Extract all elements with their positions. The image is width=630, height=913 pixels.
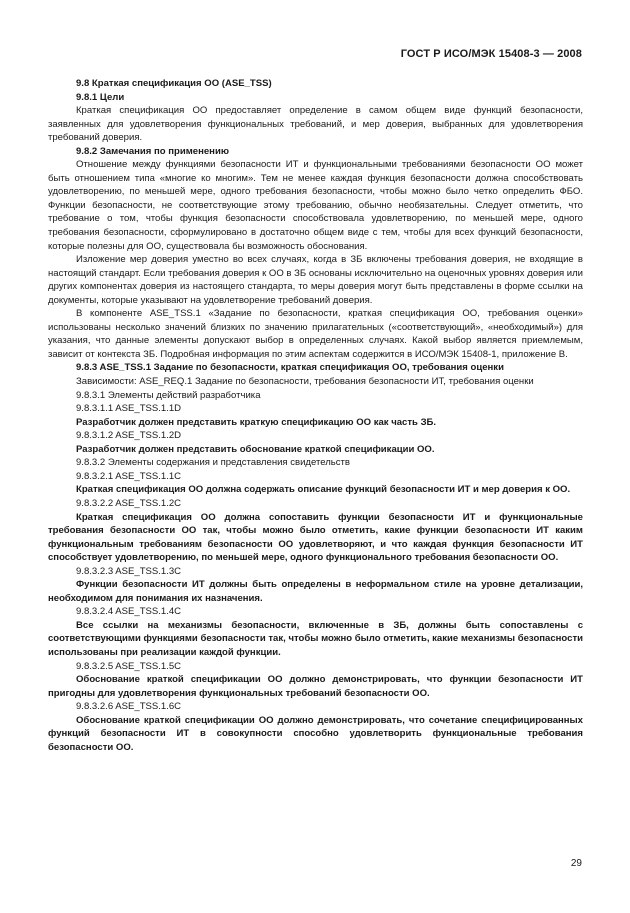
body-paragraph: В компоненте ASE_TSS.1 «Задание по безопасности, краткая спецификация ОО, требования оценки» использованы несколько значений близких по значению прилагательных («соответствующий», «необходимый») для указания, что данные элементы допускают выбор в определенных случаях. Какой выбор является приемлемым, зависит от контекста ЗБ. Подробная информация по этим аспектам содержится в ИСО/МЭК 15408-1, приложение В.: [48, 308, 583, 360]
element-id: 9.8.3.2.4 ASE_TSS.1.4C: [76, 606, 182, 618]
body-paragraph: Изложение мер доверия уместно во всех случаях, когда в ЗБ включены требования доверия, не входящие в настоящий стандарт. Если требования доверия к ОО в ЗБ основаны исключительно на оценочных уровнях доверия или других компонентах доверия из настоящего стандарта, то меры доверия могут быть представлены в форме ссылки на документы, которые указывают на удовлетворение требований доверия.: [48, 254, 583, 306]
element-id: 9.8.3.2.5 ASE_TSS.1.5C: [76, 660, 182, 672]
element-id: 9.8.3.1.1 ASE_TSS.1.1D: [76, 403, 182, 415]
dependencies-line: Зависимости: ASE_REQ.1 Задание по безопасности, требования безопасности ИТ, требования оценки: [76, 376, 534, 388]
element-id: 9.8.3.2.1 ASE_TSS.1.1C: [76, 470, 182, 482]
requirement-text: Краткая спецификация ОО должна сопоставить функции безопасности ИТ и функциональные требования безопасности ОО так, чтобы можно было отметить, какие функции безопасности ИТ каким функциональным требованиям безопасности ОО удовлетворяют, и что каждая функция безопасности ИТ способствует удовлетворению, по меньшей мере, одного функционального требования безопасности ОО.: [48, 511, 583, 564]
requirement-text: Разработчик должен представить обоснование краткой спецификации ОО.: [76, 443, 435, 455]
requirement-text: Краткая спецификация ОО должна содержать описание функций безопасности ИТ и мер доверия к ОО.: [76, 484, 571, 496]
element-id: 9.8.3.1.2 ASE_TSS.1.2D: [76, 430, 182, 442]
body-paragraph: Отношение между функциями безопасности ИТ и функциональными требованиями безопасности ОО может быть отношением типа «многие ко многим». Тем не менее каждая функция безопасности должна способствовать удовлетворению, по меньшей мере, одного требования безопасности, чтобы можно было четко определить ФБО. Функции безопасности, не соответствующие этому требованию, обычно необязательны. Следует отметить, что требование о том, чтобы функция безопасности способствовала удовлетворению, по меньшей мере, одного требования безопасности, сформулировано в достаточно общем виде с тем, чтобы для всех функций безопасности, которые полезны для ОО, существовала бы возможность обоснования.: [48, 159, 583, 252]
requirement-text: Все ссылки на механизмы безопасности, включенные в ЗБ, должны быть сопоставлены с соответствующими функциями безопасности так, чтобы можно было отметить, какие механизмы безопасности использованы при реализации каждой функции.: [48, 619, 583, 658]
requirement-text: Разработчик должен представить краткую спецификацию ОО как часть ЗБ.: [76, 416, 437, 428]
subsection-heading: 9.8.3 ASE_TSS.1 Задание по безопасности, краткая спецификация ОО, требования оценки: [76, 362, 504, 374]
clause-number: 9.8.3.1 Элементы действий разработчика: [76, 389, 261, 401]
element-id: 9.8.3.2.2 ASE_TSS.1.2C: [76, 497, 182, 509]
page-body: [48, 77, 583, 754]
body-paragraph: Краткая спецификация ОО предоставляет определение в самом общем виде функций безопасности, заявленных для удовлетворения функциональных требований, и мер доверия, выбранных для удовлетворения требований доверия.: [48, 105, 583, 144]
requirement-text: Функции безопасности ИТ должны быть определены в неформальном стиле на уровне детализации, необходимом для понимания их назначения.: [48, 579, 583, 604]
subsection-heading: 9.8.1 Цели: [76, 91, 125, 103]
section-heading: 9.8 Краткая спецификация ОО (ASE_TSS): [76, 78, 272, 89]
subsection-heading: 9.8.2 Замечания по применению: [76, 145, 229, 157]
element-id: 9.8.3.2.3 ASE_TSS.1.3C: [76, 565, 182, 577]
requirement-text: Обоснование краткой спецификации ОО должно демонстрировать, что функции безопасности ИТ пригодны для удовлетворения функциональных требований безопасности ОО.: [48, 674, 583, 699]
element-id: 9.8.3.2.6 ASE_TSS.1.6C: [76, 701, 182, 713]
document-header: ГОСТ Р ИСО/МЭК 15408-3 — 2008: [400, 48, 582, 60]
clause-number: 9.8.3.2 Элементы содержания и представления свидетельств: [76, 457, 351, 469]
requirement-text: Обоснование краткой спецификации ОО должно демонстрировать, что сочетание специфицированных функций безопасности ИТ в совокупности способно удовлетворить функциональные требования безопасности ОО.: [48, 714, 583, 753]
page-number: 29: [570, 858, 582, 869]
